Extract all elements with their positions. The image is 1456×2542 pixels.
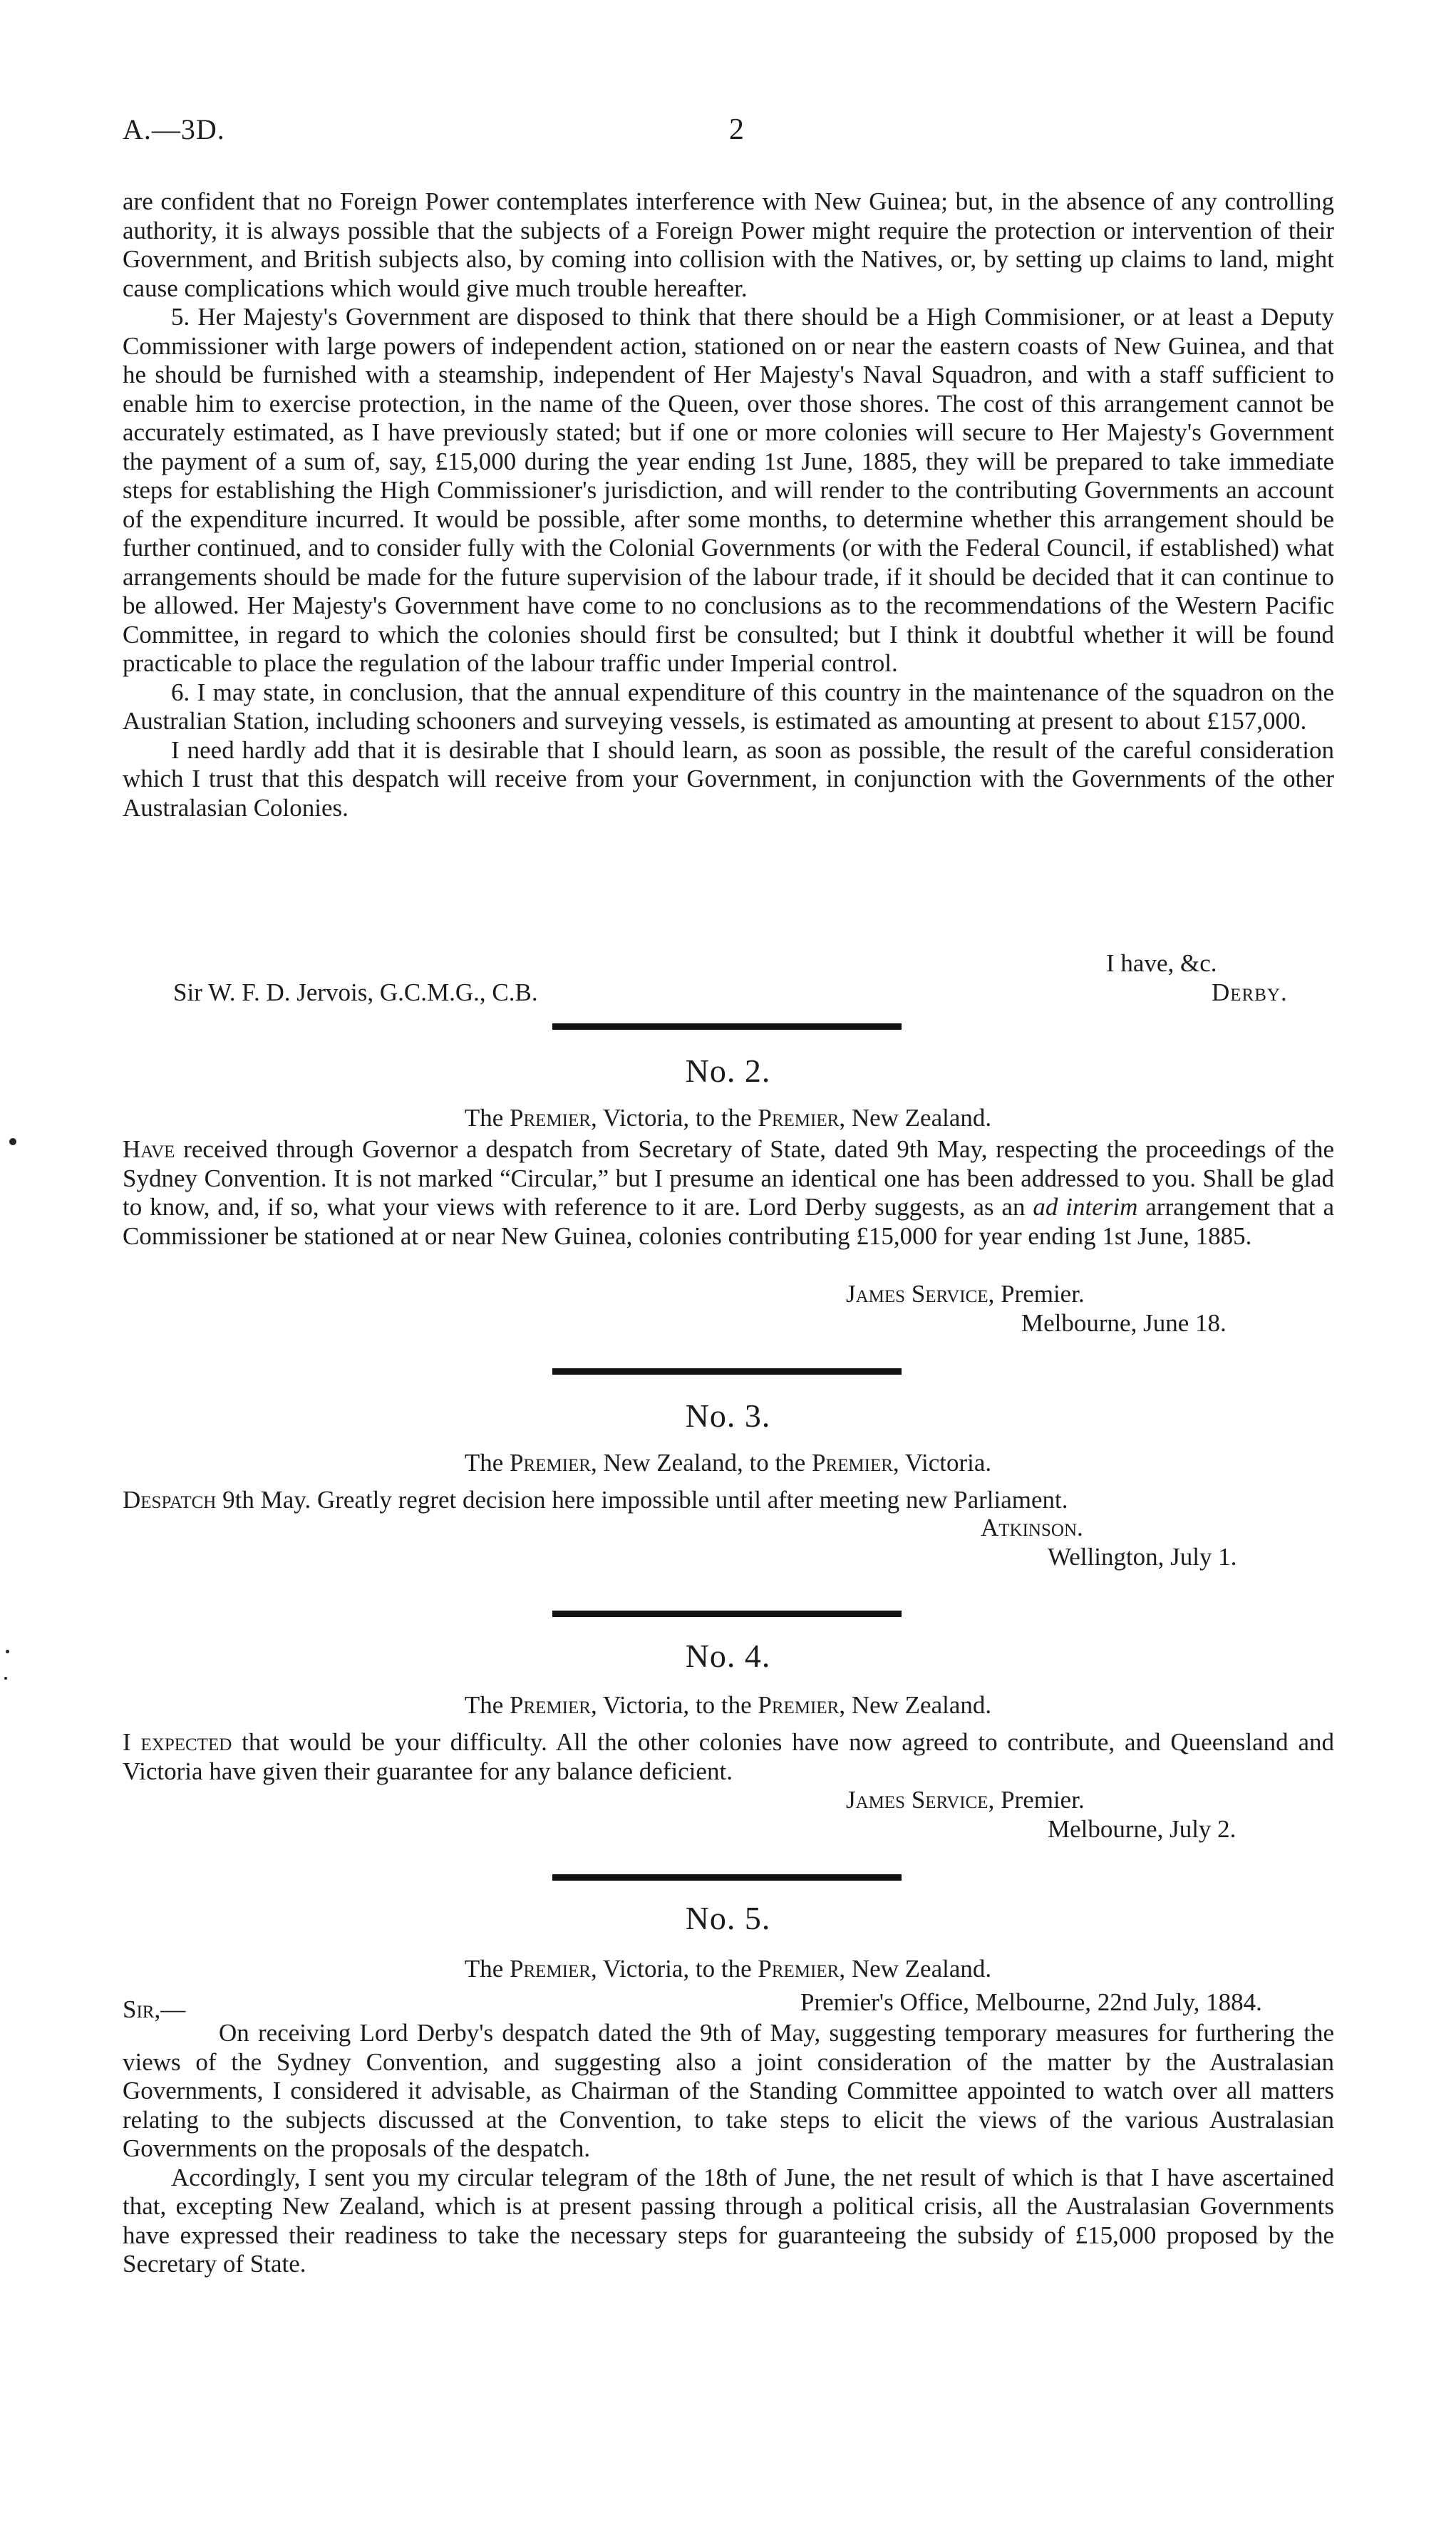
letter-no5 (123, 2019, 1334, 2279)
subheading-text: , Victoria, to the (590, 1691, 758, 1719)
continued-paragraph: are confident that no Foreign Power contemplates interference with New Guinea; but, in the absence of any controlling authority, it is always possible that the subjects of a Foreign Power might require the protection or intervention of their Government, and British subjects also, by coming into collision with the Natives, or, by setting up claims to land, might cause complications which would give much trouble hereafter. (123, 187, 1334, 302)
section-divider (552, 1368, 902, 1375)
subheading-text: , Victoria. (892, 1449, 992, 1477)
signatory-title: , Premier. (988, 1786, 1085, 1814)
subheading-text: , New Zealand. (839, 1955, 992, 1983)
salutation: Sir,— (123, 1995, 186, 2023)
page-header (0, 115, 1456, 155)
addressee: Sir W. F. D. Jervois, G.C.M.G., C.B. (173, 978, 538, 1006)
despatch-continuation (123, 187, 1334, 822)
margin-mark (9, 1138, 16, 1145)
lead-word: Have (123, 1135, 175, 1163)
margin-mark (6, 1650, 9, 1653)
subheading-text: The (464, 1691, 510, 1719)
signatory-title: , Premier. (988, 1280, 1085, 1308)
section-heading-no3: No. 3. (685, 1397, 771, 1434)
subheading-text: Premier (510, 1449, 591, 1477)
subheading-text: , New Zealand, to the (590, 1449, 812, 1477)
subheading-text: Premier (758, 1104, 840, 1132)
telegram-body (123, 1728, 1334, 1786)
section-heading-no2: No. 2. (685, 1053, 771, 1089)
subheading-text: Premier (510, 1691, 591, 1719)
subheading-text: , Victoria, to the (590, 1955, 758, 1983)
place-date-no3: Wellington, July 1. (1048, 1543, 1237, 1571)
place-date-no2: Melbourne, June 18. (1021, 1309, 1227, 1337)
subheading-text: The (464, 1104, 510, 1132)
telegram-body (123, 1135, 1334, 1251)
section-heading-no4: No. 4. (685, 1638, 771, 1674)
closing-formula: I have, &c. (1106, 949, 1217, 977)
paragraph-5: 5. Her Majesty's Government are disposed to think that there should be a High Commisioner, or at least a Deputy Commissioner with large powers of independent action, stationed on or near the eastern coasts of New Guinea, and that he should be furnished with a steamship, independent of Her Majesty's Naval Squadron, and with a staff sufficient to enable him to exercise protection, in the name of the Queen, over those shores. The cost of this arrangement cannot be accurately estimated, as I have previously stated; but if one or more colonies will secure to Her Majesty's Government the payment of a sum of, say, £15,000 during the year ending 1st June, 1885, they will be prepared to take immediate steps for establishing the High Commissioner's jurisdiction, and will render to the contributing Governments an account of the expenditure incurred. It would be possible, after some months, to determine whether this arrangement should be further continued, and to consider fully with the Colonial Governments (or with the Federal Council, if established) what arrangements should be made for the future supervision of the labour trade, if it should be decided that it can continue to be allowed. Her Majesty's Government have come to no conclusions as to the recommendations of the Western Pacific Committee, in regard to which the colonies should first be consulted; but I think it doubtful whether it will be found practicable to place the regulation of the labour traffic under Imperial control. (123, 303, 1334, 677)
document-reference: A.—3D. (123, 113, 225, 145)
page-number: 2 (729, 113, 744, 146)
subheading-text: Premier (758, 1691, 840, 1719)
telegram-body (123, 1486, 1334, 1515)
subheading-text: , Victoria, to the (590, 1104, 758, 1132)
section-subheading-no3 (0, 1449, 1456, 1478)
place-date-no4: Melbourne, July 2. (1048, 1815, 1236, 1843)
section-subheading-no4 (0, 1691, 1456, 1720)
lead-word: Despatch (123, 1486, 217, 1514)
subheading-text: The (464, 1955, 510, 1983)
body-text: that would be your difficulty. All the other colonies have now agreed to contribute, and Queensland and Victoria have given their guarantee for any balance deficient. (123, 1728, 1334, 1785)
lead-word: I expected (123, 1728, 232, 1756)
telegram-no4 (123, 1728, 1334, 1786)
margin-mark (4, 1677, 7, 1680)
paragraph-7: I need hardly add that it is desirable that I should learn, as soon as possible, the result of the careful consideration which I trust that this despatch will receive from your Government, in conjunction with the Governments of the other Australasian Colonies. (123, 735, 1334, 822)
section-divider (552, 1611, 902, 1617)
signature-derby: Derby. (1212, 978, 1288, 1006)
telegram-no2 (123, 1135, 1334, 1251)
signature-no4 (846, 1786, 1085, 1815)
italic-phrase: ad interim (1033, 1193, 1138, 1221)
body-text: arrangement that a Commissioner be stationed at or near New Guinea, colonies contributing £15,000 for year ending 1st June, 1885. (123, 1193, 1335, 1250)
letter-paragraph-2: Accordingly, I sent you my circular telegram of the 18th of June, the net result of which is that I have ascertained that, excepting New Zealand, which is at present passing through a political crisis, all the Australasian Governments have expressed their readiness to take the necessary steps for guaranteeing the subsidy of £15,000 proposed by the Secretary of State. (123, 2163, 1334, 2278)
subheading-text: The (464, 1449, 510, 1477)
office-and-date: Premier's Office, Melbourne, 22nd July, 1884. (800, 1988, 1262, 2016)
subheading-text: Premier (510, 1104, 591, 1132)
subheading-text: , New Zealand. (839, 1691, 992, 1719)
signature-no2 (846, 1280, 1085, 1309)
letter-paragraph-1: On receiving Lord Derby's despatch dated the 9th of May, suggesting temporary measures for furthering the views of the Sydney Convention, and suggesting also a joint consideration of the matter by the Australasian Governments, I considered it advisable, as Chairman of the Standing Committee appointed to watch over all matters relating to the subjects discussed at the Convention, to take steps to elicit the views of the various Australasian Governments on the proposals of the despatch. (123, 2019, 1334, 2162)
subheading-text: Premier (812, 1449, 893, 1477)
body-text: received through Governor a despatch from Secretary of State, dated 9th May, respecting the proceedings of the Sydney Convention. It is not marked “Circular,” but I presume an identical one has been addressed to you. Shall be glad to know, and, if so, what your views with reference to it are. Lord Derby suggests, as an (123, 1135, 1334, 1221)
signature-no3: Atkinson. (981, 1514, 1083, 1541)
subheading-text: , New Zealand. (839, 1104, 992, 1132)
signatory-name: James Service (846, 1786, 988, 1814)
section-subheading-no2 (0, 1104, 1456, 1133)
body-text: 9th May. Greatly regret decision here impossible until after meeting new Parliament. (216, 1486, 1068, 1514)
section-divider (552, 1023, 902, 1030)
subheading-text: Premier (510, 1955, 591, 1983)
section-divider (552, 1874, 902, 1881)
paragraph-6: 6. I may state, in conclusion, that the annual expenditure of this country in the maintenance of the squadron on the Australian Station, including schooners and surveying vessels, is estimated as amounting at present to about £157,000. (123, 678, 1334, 735)
section-heading-no5: No. 5. (685, 1900, 771, 1936)
section-subheading-no5 (0, 1955, 1456, 1984)
signatory-name: James Service (846, 1280, 988, 1308)
subheading-text: Premier (758, 1955, 840, 1983)
telegram-no3 (123, 1486, 1334, 1515)
